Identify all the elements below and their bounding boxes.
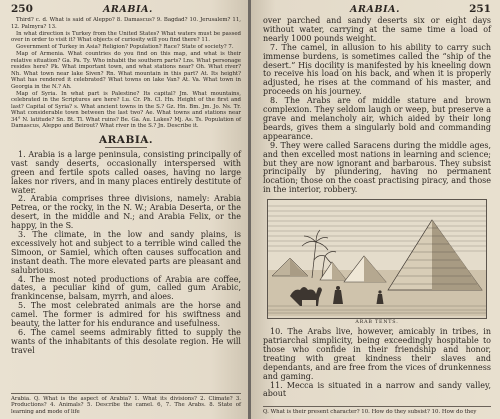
question-paragraph: Map of Armenia. What countries do you find on this map, and what is their relative situation? Ga. Pa. Ty. Who inhabit the southern parts? Lns. What personage resides here? Pk. What important town, and what stations near? Oh. What river? Nh. What town near lake Siven? Rn. What mountain in this part? At. Its height? What has rendered it celebrated? What towns on lake Van? At. Va. What town in Georgia in the N.? Ah.	[11, 51, 241, 90]
left-body-text	[11, 151, 241, 356]
left-page-header	[11, 3, 241, 17]
right-page	[251, 0, 500, 419]
body-paragraph: 9. They were called Saracens during the middle ages, and then excelled most nations in learning and science; but they are now ignorant and barbarous. They subsist principally by plundering, having no permanent location; those on the coast practising piracy, and those in the interior, robbery.	[263, 140, 491, 195]
body-paragraph: 7. The camel, in allusion to his ability to carry such immense burdens, is sometimes called the “ship of the desert.” His docility is manifested by his kneeling down to receive his load on his back, and when it is properly adjusted, he rises at the command of his master, and proceeds on his journey.	[263, 42, 491, 97]
left-page	[0, 0, 248, 419]
body-paragraph: 6. The camel seems admirably fitted to supply the wants of the inhabitants of this desolate region. He will travel	[11, 328, 241, 355]
question-paragraph: Map of Syria. In what part is Palestine? Its capital? Jm. What mountains, celebrated in the Scriptures are here? Lu. Cr. Ph. Cl. Hn. Height of the first and last? Capital of Syria? s. What ancient towns in the S.? Gz. Hn. Bm. Jm. Jo. Ns. Tr. What considerable town between the last two? Ae. What towns and stations near 34° N. latitude? Sn. Bt. Tl. What ruins? Be. Ga. Au. Lakes? Mj. As. Ts. Population of Damascus, Aleppo and Beirout? What river in the S.? Jn. Describe it.	[11, 90, 241, 130]
body-paragraph: 3. The climate, in the low and sandy plains, is excessively hot and subject to a terrible wind called the Simoon, or Samiel, which often causes suffocation and instant death. The more elevated parts are pleasant and salubrious.	[11, 230, 241, 275]
question-block	[11, 17, 241, 130]
body-paragraph: 1. Arabia is a large peninsula, consisting principally of vast sandy deserts, occasionally interspersed with green and fertile spots called oases, having no large lakes nor rivers, and in many places entirely destitute of water.	[11, 149, 241, 195]
left-page-number: 250	[11, 3, 33, 15]
body-paragraph: 4. The most noted productions of Arabia are coffee, dates, a peculiar kind of gum, called gum Arabic, frankincense, balsam, myrrh, and aloes.	[11, 274, 241, 302]
arab-tents-engraving	[267, 199, 487, 319]
left-footnote: Arabia. Q. What is the aspect of Arabia? 1. What its divisions? 2. Climate? 3. Productions? 4. Animals? 5. Describe the camel. 6, 7. The Arabs. 8. State of learning and mode of life	[11, 393, 241, 415]
right-page-number: 251	[469, 3, 491, 15]
right-body-text-bottom	[263, 328, 491, 399]
body-paragraph: 5. The most celebrated animals are the horse and camel. The former is admired for his swiftness and beauty, the latter for his endurance and usefulness.	[11, 301, 241, 329]
right-footnote: Q. What is their present character? 10. How do they subsist? 10. How do they	[263, 406, 491, 415]
right-page-header	[263, 3, 491, 17]
body-paragraph: 10. The Arabs live, however, amicably in tribes, in patriarchal simplicity, being exceedingly hospitable to those who confide in their friendship and honor, treating with great kindness their slaves and dependants, and are free from the vices of drunkenness and gaming.	[263, 327, 491, 381]
left-running-head: ARABIA.	[102, 4, 153, 15]
right-body-text-top	[263, 17, 491, 195]
body-paragraph: over parched and sandy deserts six or eight days without water, carrying at the same time a load of nearly 1000 pounds weight.	[263, 16, 491, 43]
question-paragraph: In what direction is Turkey from the United States? What waters must be passed over in order to visit it? What objects of curiosity will you find there? 11.	[11, 30, 241, 44]
figure-caption: ARAB TENTS.	[355, 320, 399, 326]
question-paragraph: Government of Turkey in Asia? Religion? Population? Race? State of society? 7.	[16, 44, 234, 51]
engraving-illustration	[268, 200, 486, 316]
right-running-head: ARABIA.	[350, 4, 401, 15]
title-rule	[105, 147, 147, 148]
body-paragraph: 2. Arabia comprises three divisions, namely: Arabia Petrea, or the rocky, in the N. W.; Arabia Deserta, or the desert, in the middle and N.; and Arabia Felix, or the happy, in the S.	[11, 194, 241, 231]
body-paragraph: 11. Mecca is situated in a narrow and sandy valley, about	[263, 380, 491, 399]
section-title: ARABIA.	[98, 133, 154, 146]
question-paragraph: Third? c. d. What is said of Aleppo? 8. Damascus? 9. Bagdad? 10. Jerusalem? 11, 12. Palmyra? 13.	[11, 17, 241, 30]
body-paragraph: 8. The Arabs are of middle stature and brown complexion. They seldom laugh or weep, but preserve a grave and melancholy air, which aided by their long beards, gives them a singularly bold and commanding appearance.	[263, 96, 491, 141]
